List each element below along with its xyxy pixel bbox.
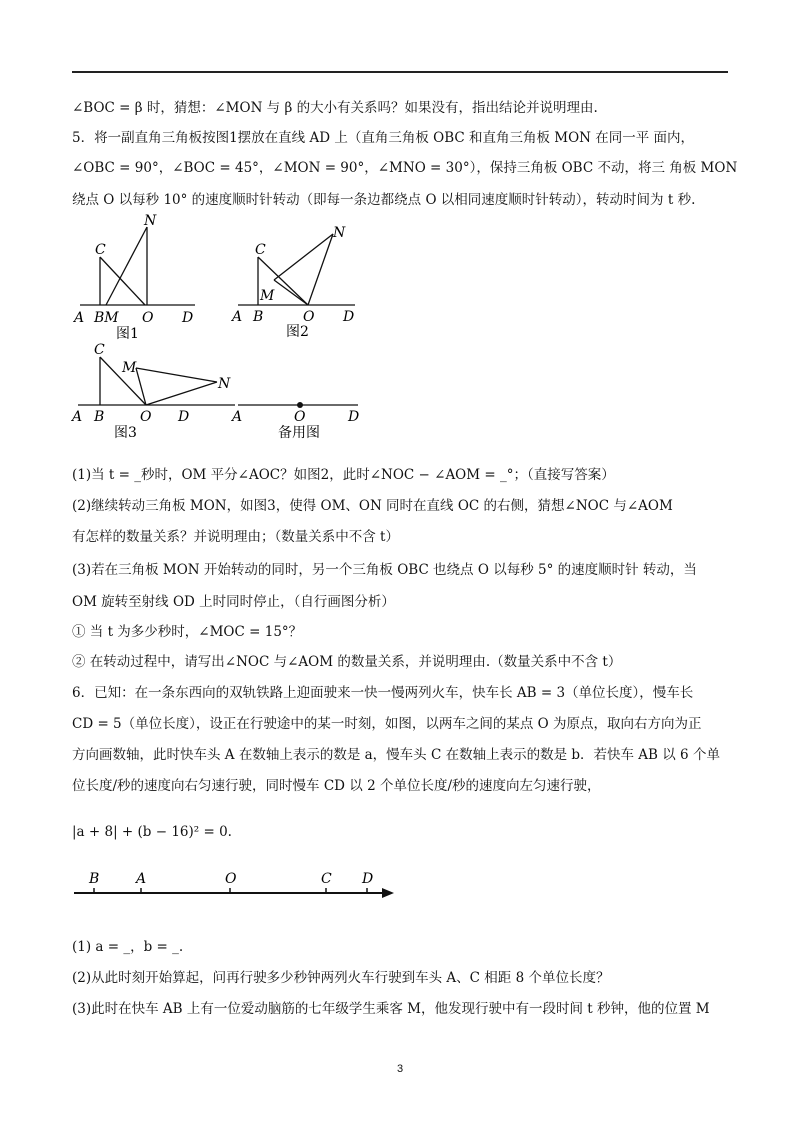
text-line: 方向画数轴，此时快车头 A 在数轴上表示的数是 a，慢车头 C 在数轴上表示的数是 b．若快车 AB 以 6 个单	[72, 747, 720, 763]
figure-caption: 图3	[114, 425, 137, 440]
point-b-label: B	[94, 409, 105, 425]
point-a-label: A	[136, 871, 147, 887]
problem-5-line: 5．将一副直角三角板按图1摆放在直线 AD 上（直角三角板 OBC 和直角三角板 MON 在同一平 面内，	[72, 130, 695, 146]
question-6-3: (3)此时在快车 AB 上有一位爱动脑筋的七年级学生乘客 M，他发现行驶中有一段时间 t 秒钟，他的位置 M	[72, 1001, 710, 1017]
point-c-label: C	[255, 242, 266, 258]
point-d-label: D	[348, 409, 360, 425]
figure-2	[230, 222, 370, 342]
problem-6-line: 6．已知：在一条东西向的双轨铁路上迎面驶来一快一慢两列火车，快车长 AB = 3（单位长度），慢车长	[72, 685, 694, 701]
point-d-label: D	[343, 309, 355, 325]
point-o-label: O	[225, 871, 237, 887]
question-6-1: (1) a = _，b = _.	[72, 939, 184, 955]
point-a-label: A	[74, 310, 85, 326]
question-6-2: (2)从此时刻开始算起，问再行驶多少秒钟两列火车行驶到车头 A、C 相距 8 个单位长度？	[72, 970, 610, 986]
point-c-label: C	[95, 242, 106, 258]
segment-mn	[274, 234, 333, 280]
page-number: 3	[396, 1063, 404, 1075]
point-o-label: O	[303, 309, 315, 325]
question-3-2: ② 在转动过程中，请写出∠NOC 与∠AOM 的数量关系，并说明理由.（数量关系中不含 t）	[72, 654, 622, 670]
point-d-label: D	[362, 871, 374, 887]
segment-om	[274, 280, 308, 305]
text-line: ∠BOC = β 时，猜想：∠MON 与 β 的大小有关系吗？如果没有，指出结论并说明理由.	[72, 100, 598, 116]
point-n-label: N	[144, 213, 157, 229]
question-3: (3)若在三角板 MON 开始转动的同时，另一个三角板 OBC 也绕点 O 以每秒 5° 的速度顺时针 转动，当	[72, 562, 697, 578]
point-d-label: D	[182, 310, 194, 326]
point-a-label: A	[232, 409, 243, 425]
text-line: 绕点 O 以每秒 10° 的速度顺时针转动（即每一条边都绕点 O 以相同速度顺时针转动），转动时间为 t 秒.	[72, 192, 696, 208]
point-b-label: B	[253, 309, 264, 325]
point-a-label: A	[232, 309, 243, 325]
point-bm-label: BM	[94, 310, 119, 326]
point-m-label: M	[260, 288, 275, 304]
segment-on	[146, 382, 217, 405]
axis-arrow	[382, 888, 394, 898]
figure-caption: 图2	[286, 324, 309, 340]
text-line: OM 旋转至射线 OD 上时同时停止，（自行画图分析）	[72, 594, 395, 610]
text-line: CD = 5（单位长度），设正在行驶途中的某一时刻，如图，以两车之间的某点 O 为原点，取向右方向为正	[72, 716, 702, 732]
point-n-label: N	[333, 225, 346, 241]
segment-mn	[136, 368, 217, 382]
figure-caption: 备用图	[278, 425, 320, 441]
point-n-label: N	[218, 376, 231, 392]
point-a-label: A	[72, 409, 83, 425]
question-3-1: ① 当 t 为多少秒时，∠MOC = 15°？	[72, 624, 303, 640]
point-d-label: D	[178, 409, 190, 425]
figure-3	[70, 340, 243, 440]
segment-co	[100, 257, 145, 305]
point-c-label: C	[94, 342, 105, 358]
text-line: 位长度/秒的速度向右匀速行驶，同时慢车 CD 以 2 个单位长度/秒的速度向左匀速行驶，	[72, 778, 601, 794]
number-line	[70, 862, 400, 902]
header-rule	[72, 71, 728, 73]
figure-spare	[230, 390, 370, 442]
point-o-label: O	[294, 409, 306, 425]
segment-mn	[106, 227, 147, 305]
text-line: 有怎样的数量关系？并说明理由；（数量关系中不含 t）	[72, 529, 399, 545]
point-o-dot	[297, 402, 303, 408]
question-2: (2)继续转动三角板 MON，如图3，使得 OM、ON 同时在直线 OC 的右侧，猜想∠NOC 与∠AOM	[72, 498, 673, 514]
point-b-label: B	[89, 871, 100, 887]
figure-1	[70, 212, 200, 342]
text-line: ∠OBC = 90°，∠BOC = 45°，∠MON = 90°，∠MNO = 30°），保持三角板 OBC 不动，将三 角板 MON	[72, 160, 738, 176]
point-m-label: M	[122, 360, 137, 376]
point-c-label: C	[321, 871, 332, 887]
point-o-label: O	[142, 310, 154, 326]
figure-caption: 图1	[116, 326, 139, 342]
question-1: (1)当 t = _秒时，OM 平分∠AOC？如图2，此时∠NOC − ∠AOM = _°；（直接写答案）	[72, 467, 615, 483]
segment-on	[308, 234, 333, 305]
point-o-label: O	[140, 409, 152, 425]
equation: |a + 8| + (b − 16)² = 0.	[72, 824, 232, 840]
